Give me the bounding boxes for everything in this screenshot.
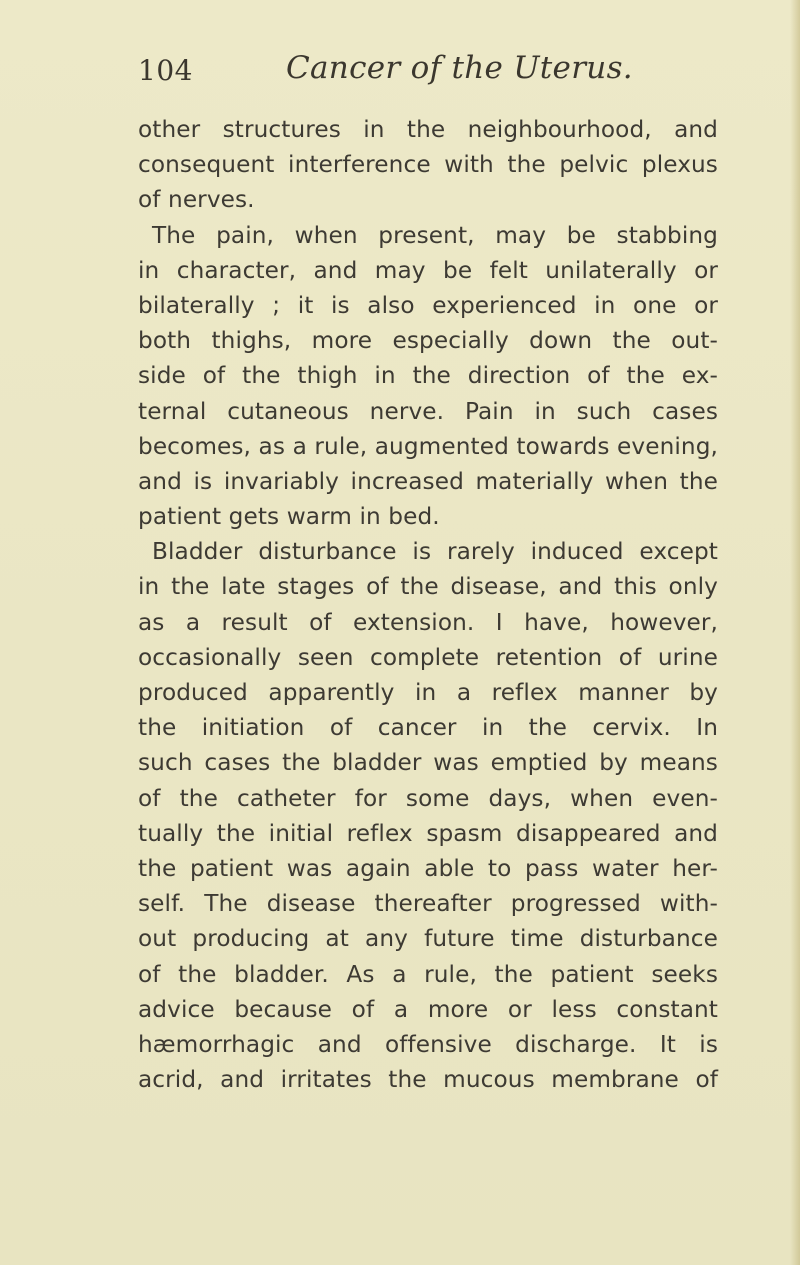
running-title: Cancer of the Uterus.: [286, 50, 633, 86]
text-line: bilaterally ; it is also experienced in one or: [138, 291, 718, 319]
text-line: ternal cutaneous nerve. Pain in such cases: [138, 397, 718, 425]
text-line: such cases the bladder was emptied by means: [138, 749, 718, 777]
text-line: produced apparently in a reflex manner by: [138, 679, 718, 706]
text-line: The pain, when present, may be stabbing: [152, 221, 718, 249]
text-line: of the catheter for some days, when even-: [138, 784, 718, 812]
text-line: patient gets warm in bed.: [138, 503, 440, 531]
page-header: [138, 48, 698, 92]
text-line: the patient was again able to pass water her-: [138, 854, 718, 882]
text-line: the initiation of cancer in the cervix. In: [138, 714, 718, 742]
text-line: side of the thigh in the direction of the ex-: [138, 362, 718, 390]
page-edge-shadow: [790, 0, 800, 1265]
text-line: both thighs, more especially down the out-: [138, 327, 718, 355]
text-line: occasionally seen complete retention of urine: [138, 643, 718, 671]
text-line: out producing at any future time disturbance: [138, 925, 718, 953]
text-line: and is invariably increased materially when the: [138, 467, 718, 495]
body-text: [138, 112, 718, 1097]
text-line: in the late stages of the disease, and this only: [138, 573, 718, 601]
text-line: as a result of extension. I have, however,: [138, 608, 718, 636]
text-line: Bladder disturbance is rarely induced except: [152, 538, 718, 566]
text-line: hæmorrhagic and offensive discharge. It is: [138, 1030, 718, 1058]
text-line: other structures in the neighbourhood, and: [138, 116, 718, 143]
text-line: advice because of a more or less constant: [138, 995, 718, 1023]
text-line: in character, and may be felt unilaterally or: [138, 256, 718, 284]
text-line: self. The disease thereafter progressed with-: [138, 890, 718, 918]
page-number: 104: [138, 54, 193, 87]
text-line: tually the initial reflex spasm disappeared and: [138, 819, 718, 847]
text-line: consequent interference with the pelvic plexus: [138, 151, 718, 179]
text-line: becomes, as a rule, augmented towards evening,: [138, 432, 718, 460]
text-line: of the bladder. As a rule, the patient seeks: [138, 960, 718, 988]
text-line: of nerves.: [138, 186, 255, 214]
text-line: acrid, and irritates the mucous membrane of: [138, 1066, 718, 1094]
